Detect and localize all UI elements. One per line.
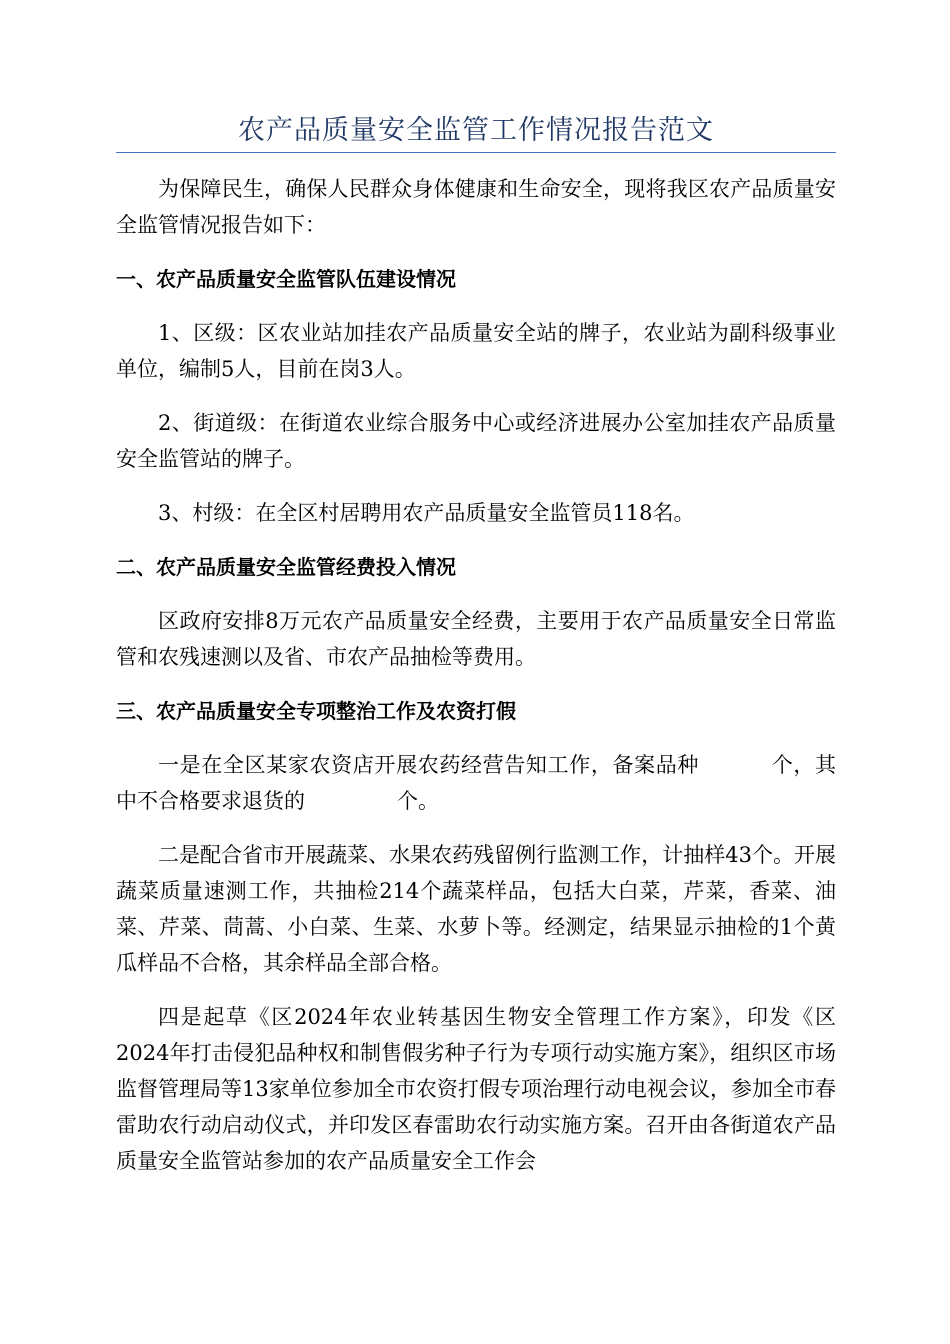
intro-paragraph: 为保障民生，确保人民群众身体健康和生命安全，现将我区农产品质量安全监管情况报告如下： (116, 177, 836, 237)
section-1-paragraph-3: 3、村级：在全区村居聘用农产品质量安全监管员118名。 (158, 501, 695, 525)
section-3-paragraph-1 (116, 747, 836, 819)
document-title: 农产品质量安全监管工作情况报告范文 (116, 112, 836, 153)
section-3-paragraph-1-part-c: 个。 (397, 789, 439, 813)
section-1-paragraph-1: 1、区级：区农业站加挂农产品质量安全站的牌子，农业站为副科级事业单位，编制5人，目前在岗3人。 (116, 321, 836, 381)
section-3-paragraph-1-part-b: 个，其中不合格要求退货的 (116, 753, 837, 813)
section-2-heading: 二、农产品质量安全监管经费投入情况 (116, 555, 456, 579)
section-1-paragraph-2: 2、街道级：在街道农业综合服务中心或经济进展办公室加挂农产品质量安全监管站的牌子。 (116, 411, 836, 471)
document-page (116, 112, 836, 1197)
section-3-paragraph-3: 四是起草《区2024年农业转基因生物安全管理工作方案》，印发《区2024年打击侵犯品种权和制售假劣种子行为专项行动实施方案》，组织区市场监督管理局等13家单位参加全市农资打假专项治理行动电视会议，参加全市春雷助农行动启动仪式，并印发区春雷助农行动实施方案。召开由各街道农产品质量安全监管站参加的农产品质量安全工作会 (116, 1005, 836, 1173)
section-3-heading: 三、农产品质量安全专项整治工作及农资打假 (116, 699, 516, 723)
section-1-heading: 一、农产品质量安全监管队伍建设情况 (116, 267, 456, 291)
section-3-paragraph-1-part-a: 一是在全区某家农资店开展农药经营告知工作，备案品种 (158, 753, 700, 777)
section-2-paragraph-1: 区政府安排8万元农产品质量安全经费，主要用于农产品质量安全日常监管和农残速测以及省、市农产品抽检等费用。 (116, 609, 836, 669)
section-3-paragraph-2: 二是配合省市开展蔬菜、水果农药残留例行监测工作，计抽样43个。开展蔬菜质量速测工作，共抽检214个蔬菜样品，包括大白菜，芹菜，香菜、油菜、芹菜、茼蒿、小白菜、生菜、水萝卜等。经测定，结果显示抽检的1个黄瓜样品不合格，其余样品全部合格。 (116, 843, 836, 975)
